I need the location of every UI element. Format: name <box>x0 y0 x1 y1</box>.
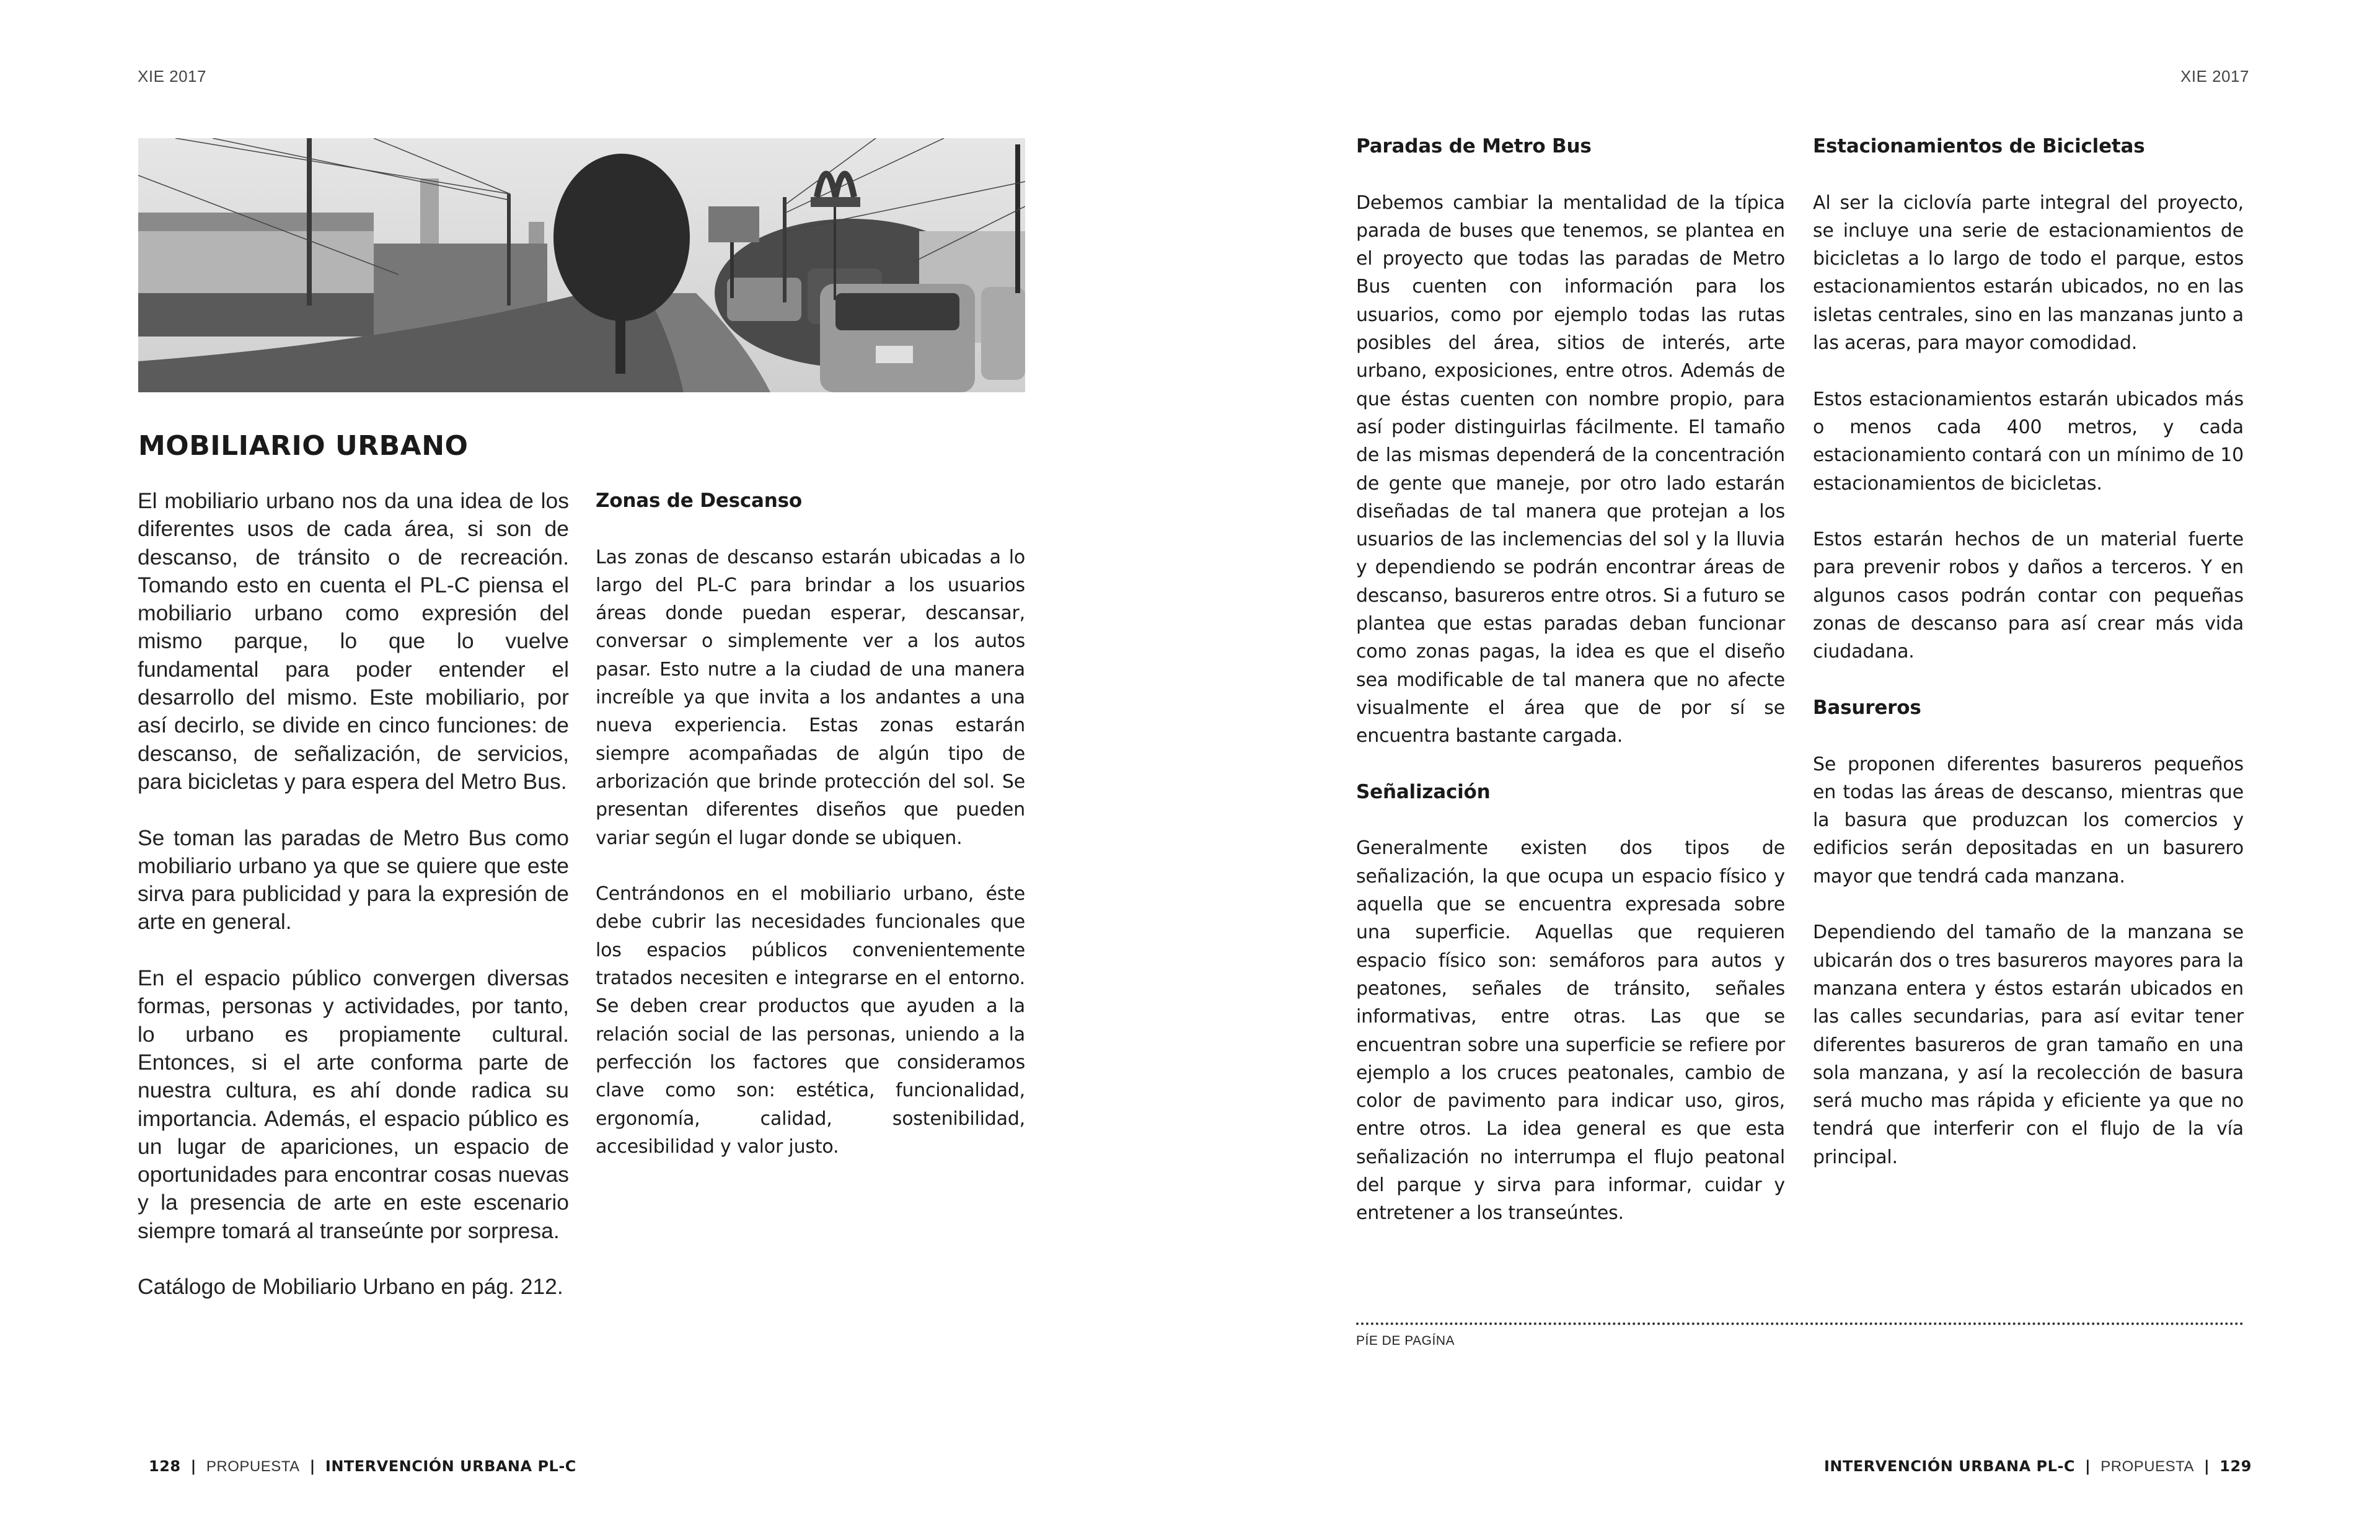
section-title: MOBILIARIO URBANO <box>138 430 469 462</box>
body-paragraph: Generalmente existen dos tipos de señalización, la que ocupa un espacio físico y aquella que se encuentra expresada sobre una superficie. Aquellas que requieren espacio físico son: semáforos para autos y peatones, señales de tránsito, señales informativas, entre otras. Las que se encuentran sobre una superficie se refiere por ejemplo a los cruces peatonales, cambio de color de pavimento para indicar uso, giros, entre otros. La idea general es que esta señalización no interrumpa el flujo peatonal del parque y sirva para informar, cuidar y entretener a los transeúntes. <box>1356 837 1785 1225</box>
column-zonas-de-descanso <box>596 487 1025 1189</box>
folio-section: PROPUESTA <box>2100 1458 2195 1475</box>
body-paragraph: Dependiendo del tamaño de la manzana se ubicarán dos o tres basureros mayores para la manzana entera y éstos estarán ubicados en las calles secundarias, para así evitar tener diferentes basureros de gran tamaño en una sola manzana, y así la recolección de basura será mucho mas rápida y eficiente ya que no tendrá que interferir con el flujo de la vía principal. <box>1813 922 2244 1168</box>
folio-separator: | <box>190 1458 196 1475</box>
body-paragraph: En el espacio público convergen diversas formas, personas y actividades, por tanto, lo urbano es propiamente cultural. Entonces, si el arte conforma parte de nuestra cultura, es ahí donde radica su importancia. Además, el espacio público es un lugar de apariciones, un espacio de oportunidades para encontrar cosas nuevas y la presencia de arte en este escenario siempre tomará al transeúnte por sorpresa. <box>138 966 569 1243</box>
body-paragraph: Se proponen diferentes basureros pequeños en todas las áreas de descanso, mientras que la basura que produzcan los comercios y edificios serán depositadas en un basurero mayor que tendrá cada manzana. <box>1813 753 2244 887</box>
column-paradas-senalizacion <box>1356 133 1785 1256</box>
body-paragraph: Centrándonos en el mobiliario urbano, éste debe cubrir las necesidades funcionales que los espacios públicos convenientemente tratados necesiten e integrarse en el entorno. Se deben crear productos que ayuden a la relación social de las personas, uniendo a la perfección los factores que consideramos clave como son: estética, funcionalidad, ergonomía, calidad, sostenibilidad, accesibilidad y valor justo. <box>596 883 1025 1158</box>
body-paragraph: Se toman las paradas de Metro Bus como mobiliario urbano ya que se quiere que este sirva para publicidad y para la expresión de arte en general. <box>138 825 569 935</box>
body-paragraph: Estos estarán hechos de un material fuerte para prevenir robos y daños a terceros. Y en algunos casos podrán contar con pequeñas zonas de descanso para así crear más vida ciudadana. <box>1813 529 2244 663</box>
subheading-paradas-de-metro-bus: Paradas de Metro Bus <box>1356 135 1592 157</box>
body-paragraph: El mobiliario urbano nos da una idea de los diferentes usos de cada área, si son de descanso, de tránsito o de recreación. Tomando esto en cuenta el PL-C piensa el mobiliario urbano como expresión del mismo parque, lo que lo vuelve fundamental para poder entender el desarrollo del mismo. Este mobiliario, por así decirlo, se divide en cinco funciones: de descanso, de señalización, de servicios, para bicicletas y para espera del Metro Bus. <box>138 488 569 794</box>
page-number: 128 <box>149 1458 181 1475</box>
folio-separator: | <box>2204 1458 2210 1475</box>
running-head-left: XIE 2017 <box>138 67 206 86</box>
column-bicicletas-basureros <box>1813 133 2244 1199</box>
folio-separator: | <box>309 1458 315 1475</box>
folio-left <box>149 1458 576 1476</box>
subheading-zonas-de-descanso: Zonas de Descanso <box>596 490 802 512</box>
folio-separator: | <box>2085 1458 2091 1475</box>
street-photo <box>138 138 1025 392</box>
page-number: 129 <box>2219 1458 2252 1475</box>
folio-chapter: INTERVENCIÓN URBANA PL-C <box>1824 1458 2076 1475</box>
folio-chapter: INTERVENCIÓN URBANA PL-C <box>325 1458 576 1475</box>
subheading-basureros: Basureros <box>1813 696 1921 719</box>
subheading-senalizacion: Señalización <box>1356 780 1491 803</box>
body-paragraph: Debemos cambiar la mentalidad de la típica parada de buses que tenemos, se plantea en el proyecto que todas las paradas de Metro Bus cuenten con información para los usuarios, como por ejemplo todas las rutas posibles del área, sitios de interés, arte urbano, exposiciones, entre otros. Además de que éstas cuenten con nombre propio, para así poder distinguirlas fácilmente. El tamaño de las mismas dependerá de la concentración de gente que maneje, por otro lado estarán diseñadas de tal manera que protejan a los usuarios de las inclemencias del sol y la lluvia y dependiendo se podrán encontrar áreas de descanso, basureros entre otros. Si a futuro se plantea que estas paradas deban funcionar como zonas pagas, la idea es que el diseño sea modificable de tal manera que no afecte visualmente el área que de por sí se encuentra bastante cargada. <box>1356 191 1785 747</box>
folio-right <box>1824 1458 2252 1476</box>
footnote-label: PÍE DE PAGÍNA <box>1356 1334 1455 1348</box>
body-paragraph: Estos estacionamientos estarán ubicados más o menos cada 400 metros, y cada estacionamiento contará con un mínimo de 10 estacionamientos de bicicletas. <box>1813 388 2244 495</box>
subheading-estacionamientos-de-bicicletas: Estacionamientos de Bicicletas <box>1813 135 2145 157</box>
column-intro <box>138 487 569 1329</box>
footnote-divider <box>1356 1322 2244 1325</box>
body-paragraph: Las zonas de descanso estarán ubicadas a lo largo del PL-C para brindar a los usuarios áreas donde puedan esperar, descansar, conversar o simplemente ver a los autos pasar. Esto nutre a la ciudad de una manera increíble ya que invita a los andantes a una nueva experiencia. Estas zonas estarán siempre acompañadas de algún tipo de arborización que brinde protección del sol. Se presentan diferentes diseños que pueden variar según el lugar donde se ubiquen. <box>596 546 1025 849</box>
body-paragraph: Al ser la ciclovía parte integral del proyecto, se incluye una serie de estacionamientos de bicicletas a lo largo de todo el parque, estos estacionamientos estarán ubicados, no en las isletas centrales, sino en las manzanas junto a las aceras, para mayor comodidad. <box>1813 191 2244 354</box>
cross-reference: Catálogo de Mobiliario Urbano en pág. 212. <box>138 1274 563 1300</box>
running-head-right: XIE 2017 <box>2180 67 2249 86</box>
photo-image-icon <box>138 138 1025 392</box>
folio-section: PROPUESTA <box>206 1458 300 1475</box>
